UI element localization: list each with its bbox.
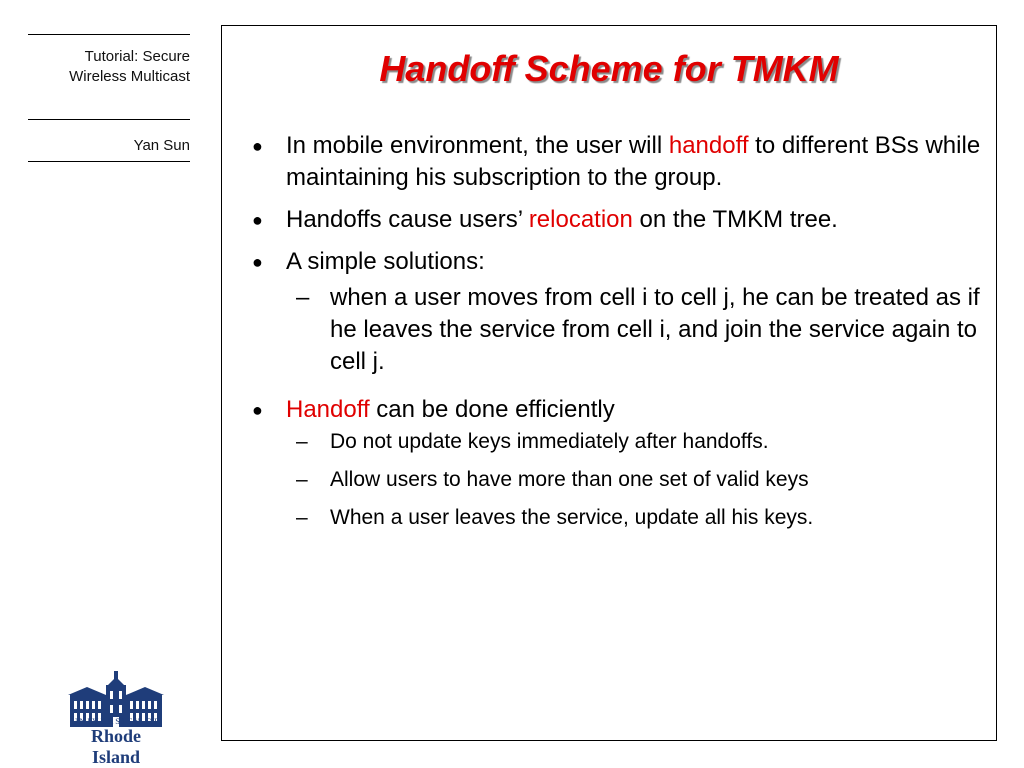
slide-content xyxy=(252,130,982,542)
slide-title: Handoff Scheme for TMKM xyxy=(379,48,839,89)
bullet-dot-icon: ● xyxy=(252,210,263,230)
logo-caption-name: Rhode Island xyxy=(90,726,141,767)
bullet-dot-icon: ● xyxy=(252,400,263,420)
sidebar-top-rule xyxy=(28,34,190,35)
dash-icon: – xyxy=(296,430,308,453)
dash-icon: – xyxy=(296,284,310,311)
sidebar-author: Yan Sun xyxy=(133,137,190,154)
bullet-3-text: A simple solutions: xyxy=(286,248,485,275)
sidebar-course-title: Tutorial: Secure Wireless Multicast xyxy=(69,48,190,85)
bullet-2 xyxy=(252,204,982,236)
bullet-1-text-after: to different BSs while maintaining his subscription to the group. xyxy=(286,132,981,191)
bullet-4-sub-1 xyxy=(252,428,982,456)
sidebar-bottom-rule xyxy=(28,161,190,162)
bullet-3-sub-text: when a user moves from cell i to cell j, he can be treated as if he leaves the service from cell i, and join the service again to cell j. xyxy=(330,284,980,375)
bullet-4-sub-2-text: Allow users to have more than one set of valid keys xyxy=(330,468,809,491)
bullet-4 xyxy=(252,394,982,426)
bullet-4-text-after: can be done efficiently xyxy=(369,396,615,423)
bullet-dot-icon: ● xyxy=(252,252,263,272)
bullet-1 xyxy=(252,130,982,194)
logo-caption-university: UNIVERSITY OF xyxy=(71,716,161,726)
bullet-2-text-before: Handoffs cause users’ xyxy=(286,206,529,233)
bullet-4-sub-1-text: Do not update keys immediately after handoffs. xyxy=(330,430,769,453)
bullet-2-highlight: relocation xyxy=(528,206,633,233)
bullet-dot-icon: ● xyxy=(252,136,263,156)
bullet-4-sub-2 xyxy=(252,466,982,494)
dash-icon: – xyxy=(296,506,308,529)
bullet-1-text-before: In mobile environment, the user will xyxy=(286,132,669,159)
slide-frame xyxy=(221,25,997,741)
bullet-2-text-after: on the TMKM tree. xyxy=(632,206,838,233)
bullet-4-highlight: Handoff xyxy=(286,396,370,423)
bullet-4-sub-3 xyxy=(252,504,982,532)
bullet-3 xyxy=(252,246,982,278)
sidebar-middle-rule xyxy=(28,119,190,120)
bullet-3-sub xyxy=(252,282,982,378)
bullet-1-highlight: handoff xyxy=(668,132,749,159)
dash-icon: – xyxy=(296,468,308,491)
bullet-4-sub-3-text: When a user leaves the service, update all his keys. xyxy=(330,506,814,529)
